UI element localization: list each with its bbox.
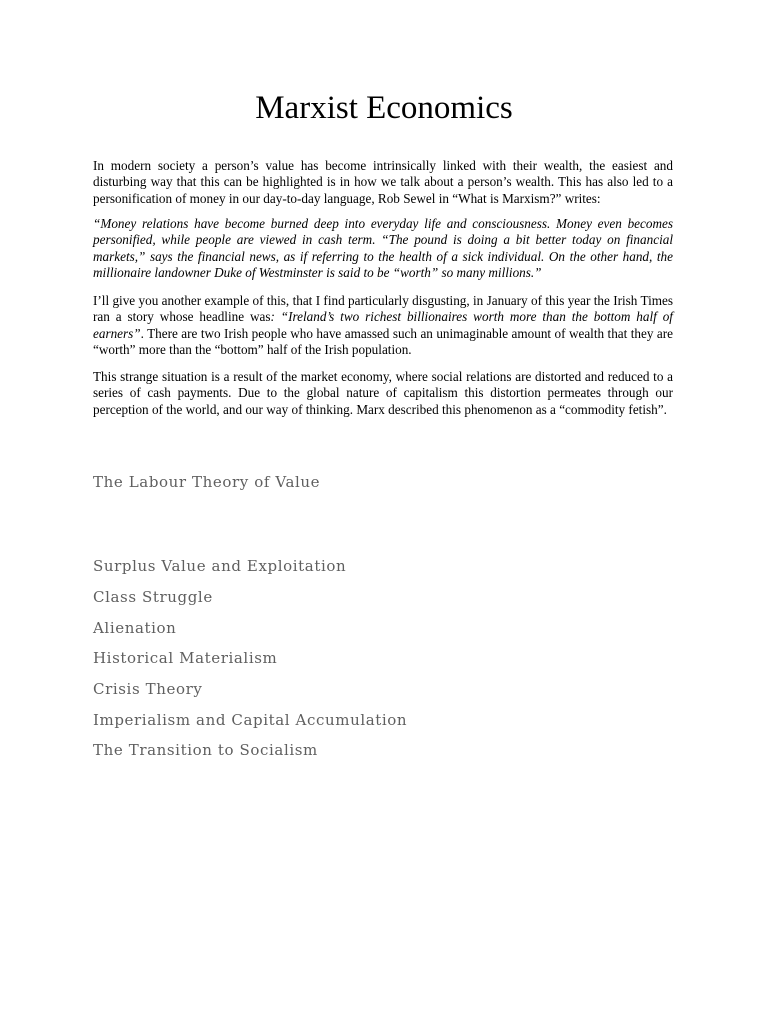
headline-quote: : “Ireland’s two richest billionaires worth more than the bottom half of earners” [93, 309, 673, 341]
heading-alienation: Alienation [93, 619, 177, 637]
heading-historical-materialism: Historical Materialism [93, 649, 278, 667]
example-paragraph [93, 293, 673, 359]
example-paragraph-end: . There are two Irish people who have amassed such an unimaginable amount of wealth that they are “worth” more than the “bottom” half of the Irish population. [93, 325, 673, 358]
heading-surplus-value: Surplus Value and Exploitation [93, 557, 347, 575]
intro-paragraph: In modern society a person’s value has become intrinsically linked with their wealth, the easiest and disturbing way that this can be highlighted is in how we talk about a person’s wealth. This has also led to a personification of money in our day-to-day language, Rob Sewel in “What is Marxism?” writes: [93, 158, 673, 206]
quote-paragraph: “Money relations have become burned deep into everyday life and consciousness. Money even becomes personified, while people are viewed in cash term. “The pound is doing a bit better today on financial markets,” says the financial news, as if referring to the health of a sick individual. On the other hand, the millionaire landowner Duke of Westminster is said to be “worth” so many millions.” [93, 216, 673, 281]
document-title: Marxist Economics [255, 90, 513, 126]
example-paragraph-start: I’ll give you another example of this, that I find particularly disgusting, in January of this year the Irish Times ran a story whose headline was [93, 293, 673, 325]
heading-labour-theory-of-value: The Labour Theory of Value [93, 473, 321, 491]
heading-class-struggle: Class Struggle [93, 588, 213, 606]
heading-transition-to-socialism: The Transition to Socialism [93, 741, 318, 759]
heading-imperialism: Imperialism and Capital Accumulation [93, 711, 408, 729]
commodity-fetish-paragraph: This strange situation is a result of the market economy, where social relations are distorted and reduced to a series of cash payments. Due to the global nature of capitalism this distortion permeates through our perception of the world, and our way of thinking. Marx described this phenomenon as a “commodity fetish”. [93, 369, 673, 417]
heading-crisis-theory: Crisis Theory [93, 680, 203, 698]
